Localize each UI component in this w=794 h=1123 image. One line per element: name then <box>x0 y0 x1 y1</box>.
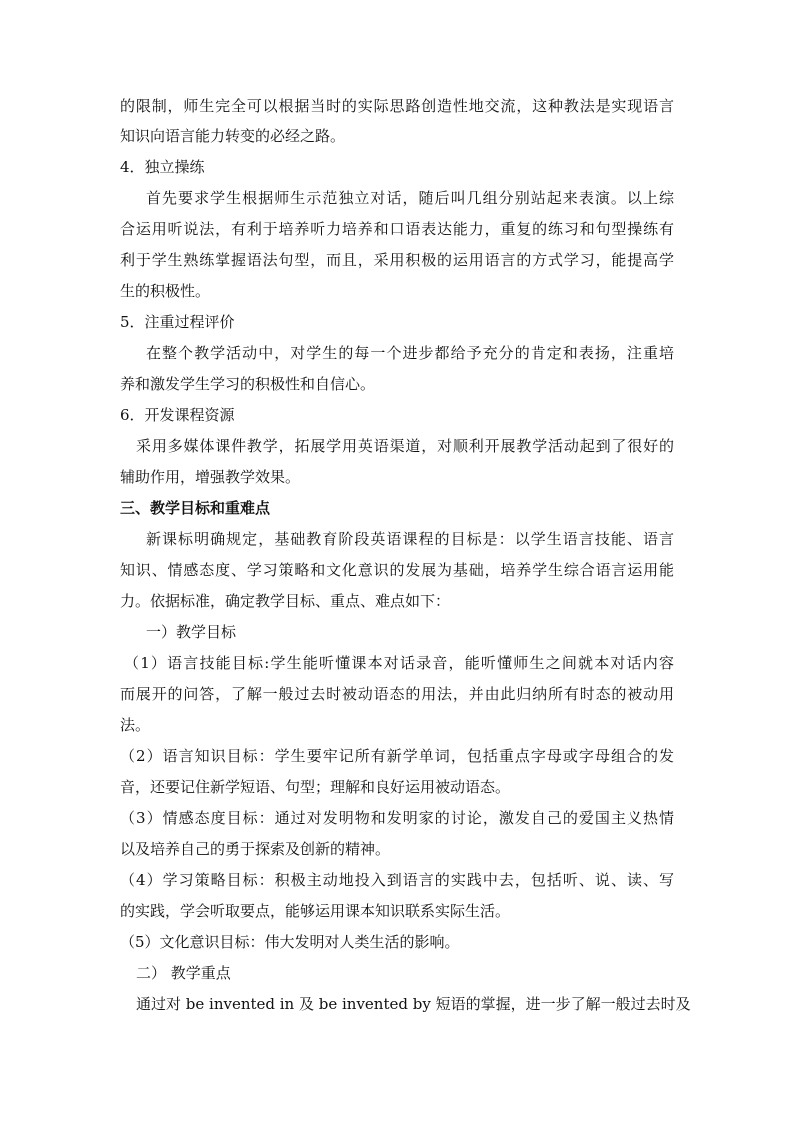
subsection-heading-objectives: 一）教学目标 <box>146 623 237 641</box>
paragraph-line: 利于学生熟练掌握语法句型，而且，采用积极的运用语言的方式学习，能提高学 <box>120 251 674 269</box>
paragraph-line: 知识向语言能力转变的必经之路。 <box>120 127 346 145</box>
list-item: （2）语言知识目标：学生要牢记所有新学单词，包括重点字母或字母组合的发 <box>120 747 674 765</box>
list-item: （1）语言技能目标:学生能听懂课本对话录音，能听懂师生之间就本对话内容 <box>124 654 674 672</box>
paragraph-line: 法。 <box>120 716 151 734</box>
paragraph-line: 首先要求学生根据师生示范独立对话，随后叫几组分别站起来表演。以上综 <box>146 189 674 207</box>
section-heading-5: 5．注重过程评价 <box>120 313 235 331</box>
paragraph-line: 的实践，学会听取要点，能够运用课本知识联系实际生活。 <box>120 902 511 920</box>
list-item: （4）学习策略目标：积极主动地投入到语言的实践中去，包括听、说、读、写 <box>120 871 674 889</box>
paragraph-line: 新课标明确规定，基础教育阶段英语课程的目标是：以学生语言技能、语言 <box>146 530 674 548</box>
paragraph-line: 在整个教学活动中，对学生的每一个进步都给予充分的肯定和表扬，注重培 <box>146 344 674 362</box>
paragraph-line: 辅助作用，增强教学效果。 <box>120 468 301 486</box>
paragraph-line: 生的积极性。 <box>120 282 211 300</box>
paragraph-line: 养和激发学生学习的积极性和自信心。 <box>120 375 376 393</box>
paragraph-line: 音，还要记住新学短语、句型；理解和良好运用被动语态。 <box>120 778 511 796</box>
paragraph-line: 知识、情感态度、学习策略和文化意识的发展为基础，培养学生综合语言运用能 <box>120 561 674 579</box>
section-heading-6: 6．开发课程资源 <box>120 406 235 424</box>
chapter-heading: 三、教学目标和重难点 <box>120 499 271 517</box>
paragraph-line: 而展开的问答，了解一般过去时被动语态的用法，并由此归纳所有时态的被动用 <box>120 685 674 703</box>
paragraph-line: 采用多媒体课件教学，拓展学用英语渠道，对顺利开展教学活动起到了很好的 <box>136 437 674 455</box>
subsection-heading-key-points: 二） 教学重点 <box>136 964 231 982</box>
paragraph-line: 合运用听说法，有利于培养听力培养和口语表达能力，重复的练习和句型操练有 <box>120 220 674 238</box>
section-heading-4: 4．独立操练 <box>120 158 205 176</box>
paragraph-line: 的限制，师生完全可以根据当时的实际思路创造性地交流，这种教法是实现语言 <box>120 97 674 115</box>
paragraph-line: 力。依据标准，确定教学目标、重点、难点如下： <box>120 592 451 610</box>
paragraph-line: 通过对 be invented in 及 be invented by 短语的掌握，进一步了解一般过去时及 <box>136 995 691 1013</box>
list-item: （3）情感态度目标：通过对发明物和发明家的讨论，激发自己的爱国主义热情 <box>120 809 674 827</box>
list-item: （5）文化意识目标：伟大发明对人类生活的影响。 <box>120 933 460 951</box>
paragraph-line: 以及培养自己的勇于探索及创新的精神。 <box>120 840 391 858</box>
